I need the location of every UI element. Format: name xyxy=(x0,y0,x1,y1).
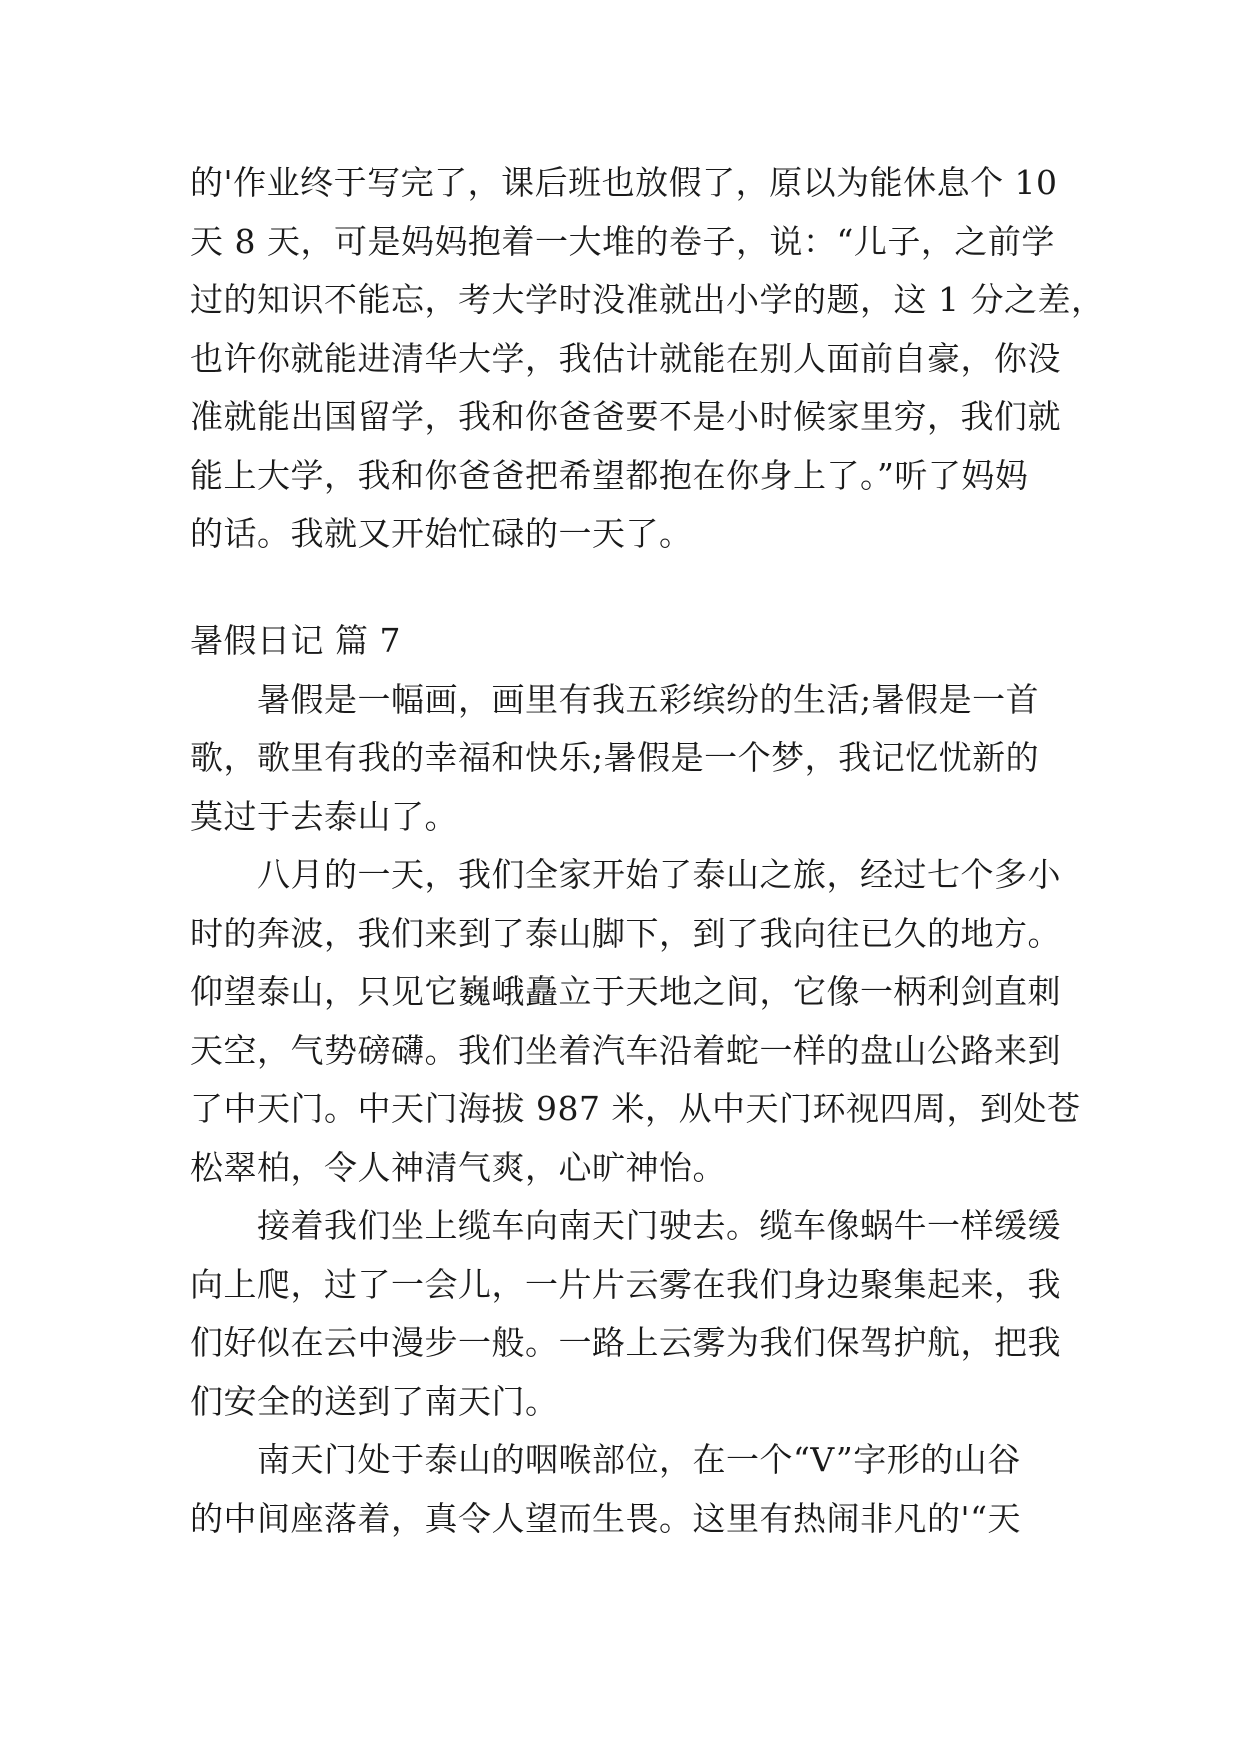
text-line: 接着我们坐上缆车向南天门驶去。缆车像蜗牛一样缓缓 xyxy=(190,1206,1061,1245)
text-line: 松翠柏，令人神清气爽，心旷神怡。 xyxy=(190,1147,726,1187)
text-line: 天 8 天，可是妈妈抱着一大堆的卷子，说：“儿子，之前学 xyxy=(190,221,1055,261)
text-line: 向上爬，过了一会儿，一片片云雾在我们身边聚集起来，我 xyxy=(190,1264,1061,1304)
text-line: 莫过于去泰山了。 xyxy=(190,796,458,836)
text-line: 歌，歌里有我的幸福和快乐;暑假是一个梦，我记忆忧新的 xyxy=(190,738,1040,777)
text-line: 天空，气势磅礴。我们坐着汽车沿着蛇一样的盘山公路来到 xyxy=(190,1030,1061,1070)
text-line: 的话。我就又开始忙碌的一天了。 xyxy=(190,514,693,553)
text-line: 过的知识不能忘，考大学时没准就出小学的题，这 1 分之差， xyxy=(190,280,1105,319)
text-line: 暑假是一幅画，画里有我五彩缤纷的生活;暑假是一首 xyxy=(190,679,1040,719)
text-line: 准就能出国留学，我和你爸爸要不是小时候家里穷，我们就 xyxy=(190,397,1061,436)
text-line: 能上大学，我和你爸爸把希望都抱在你身上了。”听了妈妈 xyxy=(190,455,1029,495)
diary-section xyxy=(190,612,1081,1548)
continuation-paragraph xyxy=(190,154,1105,564)
text-line: 时的奔波，我们来到了泰山脚下，到了我向往已久的地方。 xyxy=(190,913,1061,953)
text-line: 们安全的送到了南天门。 xyxy=(190,1381,559,1421)
text-line: 了中天门。中天门海拔 987 米，从中天门环视四周，到处苍 xyxy=(190,1089,1081,1128)
text-line: 的中间座落着，真令人望而生畏。这里有热闹非凡的'“天 xyxy=(190,1498,1021,1538)
text-line: 仰望泰山，只见它巍峨矗立于天地之间，它像一柄利剑直刺 xyxy=(190,972,1061,1011)
text-line: 们好似在云中漫步一般。一路上云雾为我们保驾护航，把我 xyxy=(190,1323,1061,1362)
section-title: 暑假日记 篇 7 xyxy=(190,621,401,660)
text-line: 也许你就能进清华大学，我估计就能在别人面前自豪，你没 xyxy=(190,338,1061,378)
text-line: 南天门处于泰山的咽喉部位，在一个“V”字形的山谷 xyxy=(190,1440,1021,1479)
text-line: 八月的一天，我们全家开始了泰山之旅，经过七个多小 xyxy=(190,855,1061,894)
text-line: 的'作业终于写完了，课后班也放假了，原以为能休息个 10 xyxy=(190,163,1058,202)
